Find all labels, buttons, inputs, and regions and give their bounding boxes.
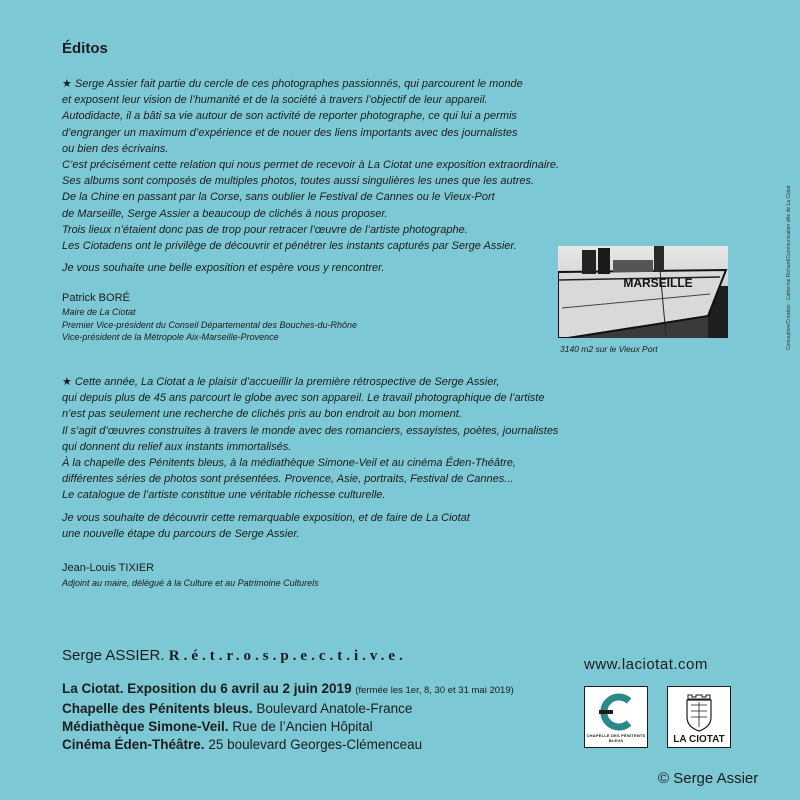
signature-role-tixier: Adjoint au maire, délégué à la Culture et au Patrimoine Culturels [62,578,319,588]
edito-1-line: C’est précisément cette relation qui nous permet de recevoir à La Ciotat une exposition extraordinaire. [62,159,560,172]
page-title: Éditos [62,40,108,57]
signature-roles-bore [62,306,357,344]
copyright: © Serge Assier [658,770,759,787]
boat-photo [558,246,728,338]
edito-2-line: À la chapelle des Pénitents bleus, à la médiathèque Simone-Veil et au cinéma Éden-Théâtre, [62,457,516,470]
signature-name-bore: Patrick BORÉ [62,292,130,304]
edito-1-text [62,76,559,254]
edito-2-line: qui depuis plus de 45 ans parcourt le globe avec son appareil. Le travail photographique de l’artiste [62,392,545,405]
photo-caption: 3140 m2 sur le Vieux Port [560,344,658,354]
city-crest-icon [668,687,730,735]
edito-1-line: ou bien des écrivains. [62,142,169,155]
signature-role: Premier Vice-président du Conseil Départemental des Bouches-du-Rhône [62,319,357,330]
edito-2-line: Il s’agit d’œuvres construites à travers le monde avec des romanciers, essayistes, poètes, journalistes [62,424,559,437]
info-line-cinema: Cinéma Éden-Théâtre. 25 boulevard Georges-Clémenceau [62,737,423,752]
edito-2-closing [62,510,470,542]
edito-2-text [62,374,558,504]
info-line-dates: La Ciotat. Exposition du 6 avril au 2 juin 2019 (fermée les 1er, 8, 30 et 31 mai 2019) [62,681,514,696]
la-ciotat-logo [667,686,731,748]
edito-1-line: ★ Serge Assier fait partie du cercle de ces photographes passionnés, qui parcourent le monde [62,78,523,90]
edito-2-closing-line: Je vous souhaite de découvrir cette remarquable exposition, et de faire de La Ciotat [62,512,470,524]
edito-2-line: ★ Cette année, La Ciotat a le plaisir d’accueillir la première rétrospective de Serge Assier, [62,376,500,388]
star-icon: ★ [62,78,75,90]
exhibition-info [62,680,514,754]
artist-name: Serge ASSIER. [62,647,165,664]
retrospective-heading [62,647,407,665]
website-link[interactable]: www.laciotat.com [584,656,708,673]
star-icon: ★ [62,376,75,388]
edito-2-line: n’est pas seulement une recherche de clichés pris au bon endroit au bon moment. [62,408,462,421]
chapelle-c-icon [585,687,647,737]
chapelle-logo-label: CHAPELLE DES PÉNITENTS BLEUS [586,733,646,743]
info-line-mediatheque: Médiathèque Simone-Veil. Rue de l’Ancien Hôpital [62,719,373,734]
boat-name-text: MARSEILLE [623,276,693,290]
edito-1-line: et exposent leur vision de l’humanité et de la société à travers l’objectif de leur appareil. [62,94,488,107]
edito-1-line: Trois lieux n’étaient donc pas de trop pour retracer l’œuvre de l’artiste photographe. [62,223,468,236]
edito-1-line: d’engranger un maximum d’expérience et de nouer des liens importants avec des journalistes [62,126,518,139]
chapelle-logo [584,686,648,748]
la-ciotat-logo-label: LA CIOTAT [673,734,725,745]
edito-2-closing-line: une nouvelle étape du parcours de Serge Assier. [62,528,300,541]
edito-1-line: de Marseille, Serge Assier a beaucoup de clichés à nous proposer. [62,207,388,220]
retrospective-word: R.é.t.r.o.s.p.e.c.t.i.v.e. [168,648,407,664]
signature-role: Maire de La Ciotat [62,307,136,317]
edito-1-closing: Je vous souhaite une belle exposition et espère vous y rencontrer. [62,262,385,274]
edito-1-line: Les Ciotadens ont le privilège de découvrir et pénétrer les instants capturés par Serge Assier. [62,240,517,253]
edito-2-line: différentes séries de photos sont présentées. Provence, Asie, portraits, Festival de Cannes... [62,473,514,486]
signature-name-tixier: Jean-Louis TIXIER [62,562,155,574]
edito-2-line: Le catalogue de l’artiste constitue une véritable richesse culturelle. [62,489,386,502]
vertical-credit: Conception/Création : Catherine Richard/Communication ville de La Ciotat [786,185,792,350]
info-line-chapelle: Chapelle des Pénitents bleus. Boulevard Anatole-France [62,701,413,716]
signature-role: Vice-président de la Métropole Aix-Marseille-Provence [62,332,279,342]
edito-1-line: Autodidacte, il a bâti sa vie autour de son activité de reporter photographe, ce qui lui a permis [62,110,517,123]
edito-1-line: De la Chine en passant par la Corse, sans oublier le Festival de Cannes ou le Vieux-Port [62,191,495,204]
edito-1-line: Ses albums sont composés de multiples photos, toutes aussi singulières les unes que les autres. [62,175,535,188]
edito-2-line: qui donnent du relief aux instants immortalisés. [62,440,292,453]
